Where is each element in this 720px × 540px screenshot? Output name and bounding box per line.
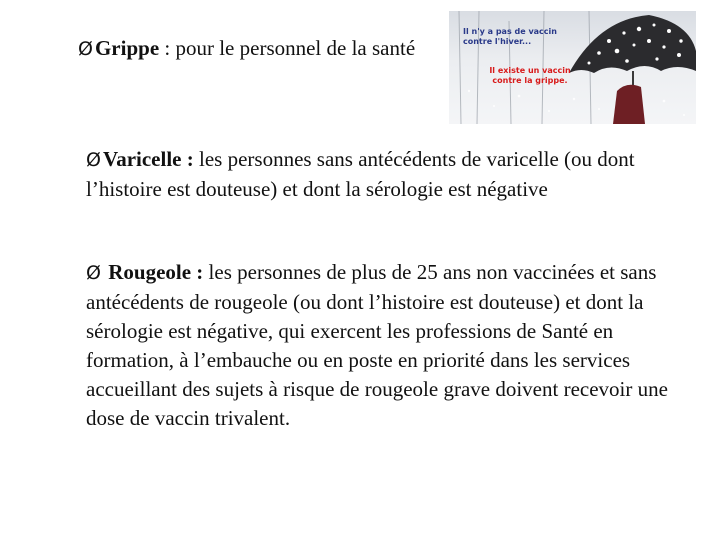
grippe-term: Grippe [94,36,160,60]
arrow-bullet-icon: Ø [78,38,93,60]
rougeole-paragraph [86,258,706,433]
photo-caption-top: Il n'y a pas de vaccin contre l'hiver... [463,27,557,46]
rougeole-term: Rougeole : [108,260,204,284]
varicelle-term: Varicelle : [102,147,194,171]
rougeole-text: les personnes de plus de 25 ans non vaccinées et sans antécédents de rougeole (ou dont l’histoire est douteuse) et dont la sérologie est négative, qui exercent les professions de Santé en formation, à l’embauche ou en poste en priorité dans les services accueillant des sujets à risque de rougeole grave doivent recevoir une dose de vaccin trivalent. [86,260,668,430]
umbrella-snow-photo [449,11,696,124]
arrow-bullet-icon: Ø [86,149,101,171]
grippe-text: : pour le personnel de la santé [159,36,416,60]
varicelle-paragraph [86,145,686,204]
arrow-bullet-icon: Ø [86,262,101,284]
photo-caption-bottom: Il existe un vaccin contre la grippe. [489,66,571,85]
varicelle-text: les personnes sans antécédents de varicelle (ou dont l’histoire est douteuse) et dont la sérologie est négative [86,147,635,201]
grippe-paragraph [78,34,438,64]
